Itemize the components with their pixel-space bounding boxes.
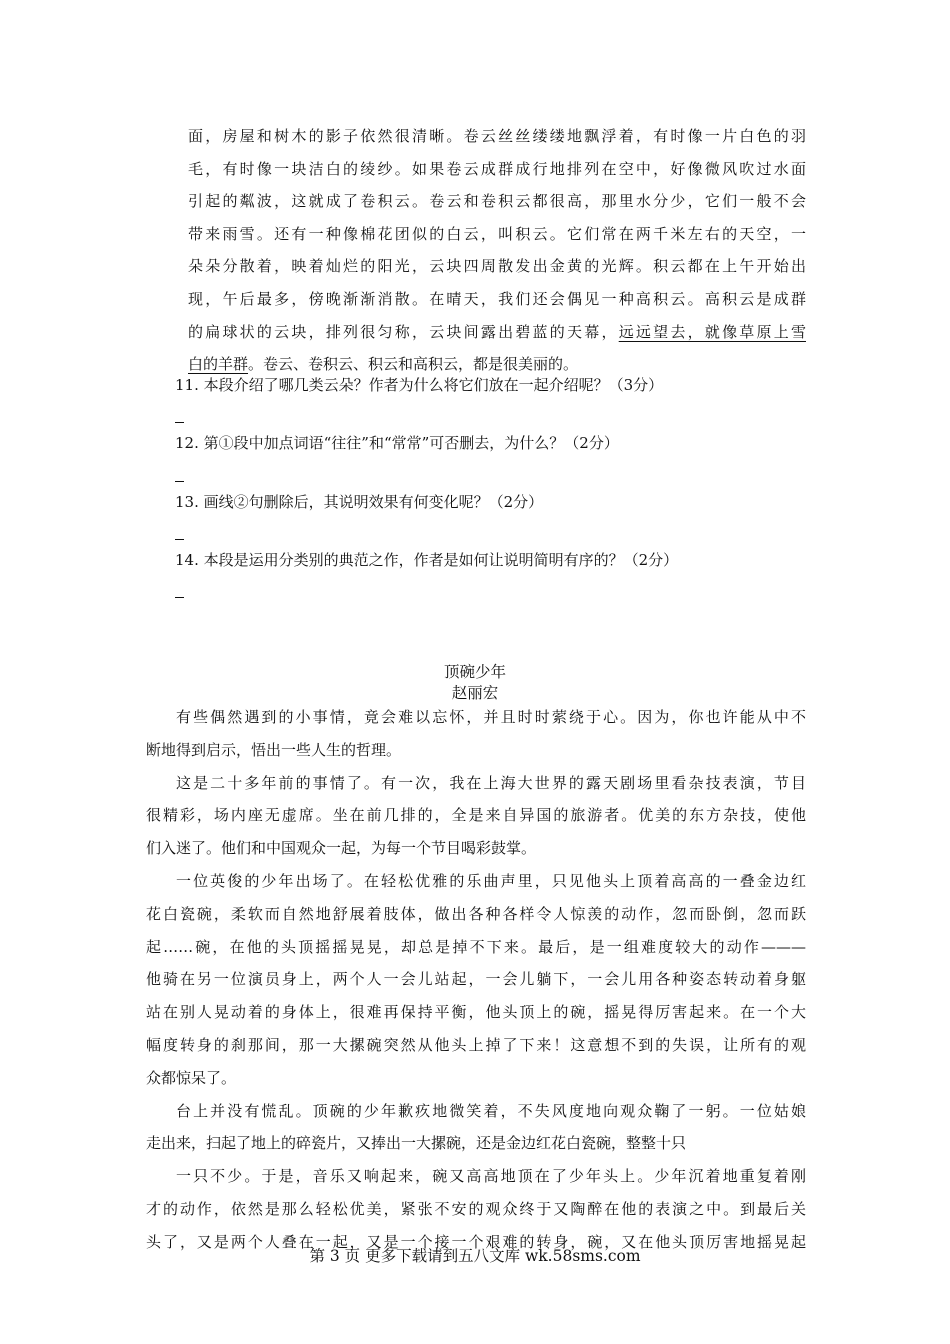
answer-blank[interactable] xyxy=(175,481,184,482)
story-line: 很精彩，场内座无虚席。坐在前几排的，全是来自异国的旅游者。优美的东方杂技，使他 xyxy=(146,806,806,825)
story-line: 才的动作，依然是那么轻松优美，紧张不安的观众终于又陶醉在他的表演之中。到最后关 xyxy=(146,1199,806,1218)
passage-line: 面，房屋和树木的影子依然很清晰。卷云丝丝缕缕地飘浮着，有时像一片白色的羽 xyxy=(188,127,806,145)
passage-line: 朵朵分散着，映着灿烂的阳光，云块四周散发出金黄的光辉。积云都在上午开始出 xyxy=(188,257,806,276)
story-line: 一位英俊的少年出场了。在轻松优雅的乐曲声里，只见他头上顶着高高的一叠金边红 xyxy=(176,871,806,890)
question-14: 14. 本段是运用分类别的典范之作，作者是如何让说明简明有序的？（2分） xyxy=(175,551,679,569)
question-12: 12. 第①段中加点词语“往往”和“常常”可否删去，为什么？（2分） xyxy=(175,434,619,452)
passage-line: 现，午后最多，傍晚渐渐消散。在晴天，我们还会偶见一种高积云。高积云是成群 xyxy=(188,289,806,308)
story-line: 众都惊呆了。 xyxy=(146,1068,237,1087)
story-line: 起……碗，在他的头顶摇摇晃晃，却总是掉不下来。最后，是一组难度较大的动作——— xyxy=(146,937,806,956)
page-footer: 第 3 页 更多下载请到五八文库 wk.58sms.com xyxy=(309,1247,641,1265)
passage-line: 毛，有时像一块洁白的绫纱。如果卷云成群成行地排列在空中，好像微风吹过水面 xyxy=(188,159,806,178)
story-title: 顶碗少年 xyxy=(443,663,506,681)
underlined-sentence: 白的羊群 xyxy=(188,355,249,374)
passage-text: 的扁球状的云块，排列很匀称，云块间露出碧蓝的天幕， xyxy=(188,322,619,341)
story-line: 幅度转身的刹那间，那一大摞碗突然从他头上掉了下来！这意想不到的失误，让所有的观 xyxy=(146,1035,806,1054)
story-body xyxy=(146,701,806,1259)
answer-blank[interactable] xyxy=(175,422,184,423)
story-line: 头了，又是两个人叠在一起，又是一个接一个艰难的转身，碗，又在他头顶厉害地摇晃起 xyxy=(146,1232,806,1251)
story-line: 一只不少。于是，音乐又响起来，碗又高高地顶在了少年头上。少年沉着地重复着刚 xyxy=(176,1167,806,1186)
answer-blank[interactable] xyxy=(175,539,184,540)
passage-text: 。卷云、卷积云、积云和高积云，都是很美丽的。 xyxy=(248,355,579,374)
passage-line: 引起的粼波，这就成了卷积云。卷云和卷积云都很高，那里水分少，它们一般不会 xyxy=(188,192,806,211)
story-line: 们入迷了。他们和中国观众一起，为每一个节目喝彩鼓掌。 xyxy=(146,839,537,858)
story-line: 断地得到启示，悟出一些人生的哲理。 xyxy=(146,740,402,759)
clouds-passage xyxy=(188,120,806,381)
passage-line xyxy=(188,316,806,349)
story-author: 赵丽宏 xyxy=(451,684,499,702)
story-line: 台上并没有慌乱。顶碗的少年歉疚地微笑着，不失风度地向观众鞠了一躬。一位姑娘 xyxy=(176,1101,806,1120)
story-line: 走出来，扫起了地上的碎瓷片，又捧出一大摞碗，还是金边红花白瓷碗，整整十只 xyxy=(146,1134,687,1153)
question-11: 11. 本段介绍了哪几类云朵？作者为什么将它们放在一起介绍呢？（3分） xyxy=(175,376,664,394)
passage-line: 带来雨雪。还有一种像棉花团似的白云，叫积云。它们常在两千米左右的天空，一 xyxy=(188,224,806,243)
story-line: 有些偶然遇到的小事情，竟会难以忘怀，并且时时萦绕于心。因为，你也许能从中不 xyxy=(176,708,806,726)
answer-blank[interactable] xyxy=(175,597,184,598)
story-line: 他骑在另一位演员身上，两个人一会儿站起，一会儿躺下，一会儿用各种姿态转动着身躯 xyxy=(146,970,806,989)
story-line: 花白瓷碗，柔软而自然地舒展着肢体，做出各种各样令人惊羡的动作，忽而卧倒，忽而跃 xyxy=(146,904,806,923)
underlined-sentence: 远远望去，就像草原上雪 xyxy=(618,322,806,341)
story-line: 这是二十多年前的事情了。有一次，我在上海大世界的露天剧场里看杂技表演，节目 xyxy=(176,773,806,792)
story-line: 站在别人晃动着的身体上，很难再保持平衡，他头顶上的碗，摇晃得厉害起来。在一个大 xyxy=(146,1003,806,1022)
question-13: 13. 画线②句删除后，其说明效果有何变化呢？（2分） xyxy=(175,493,544,511)
